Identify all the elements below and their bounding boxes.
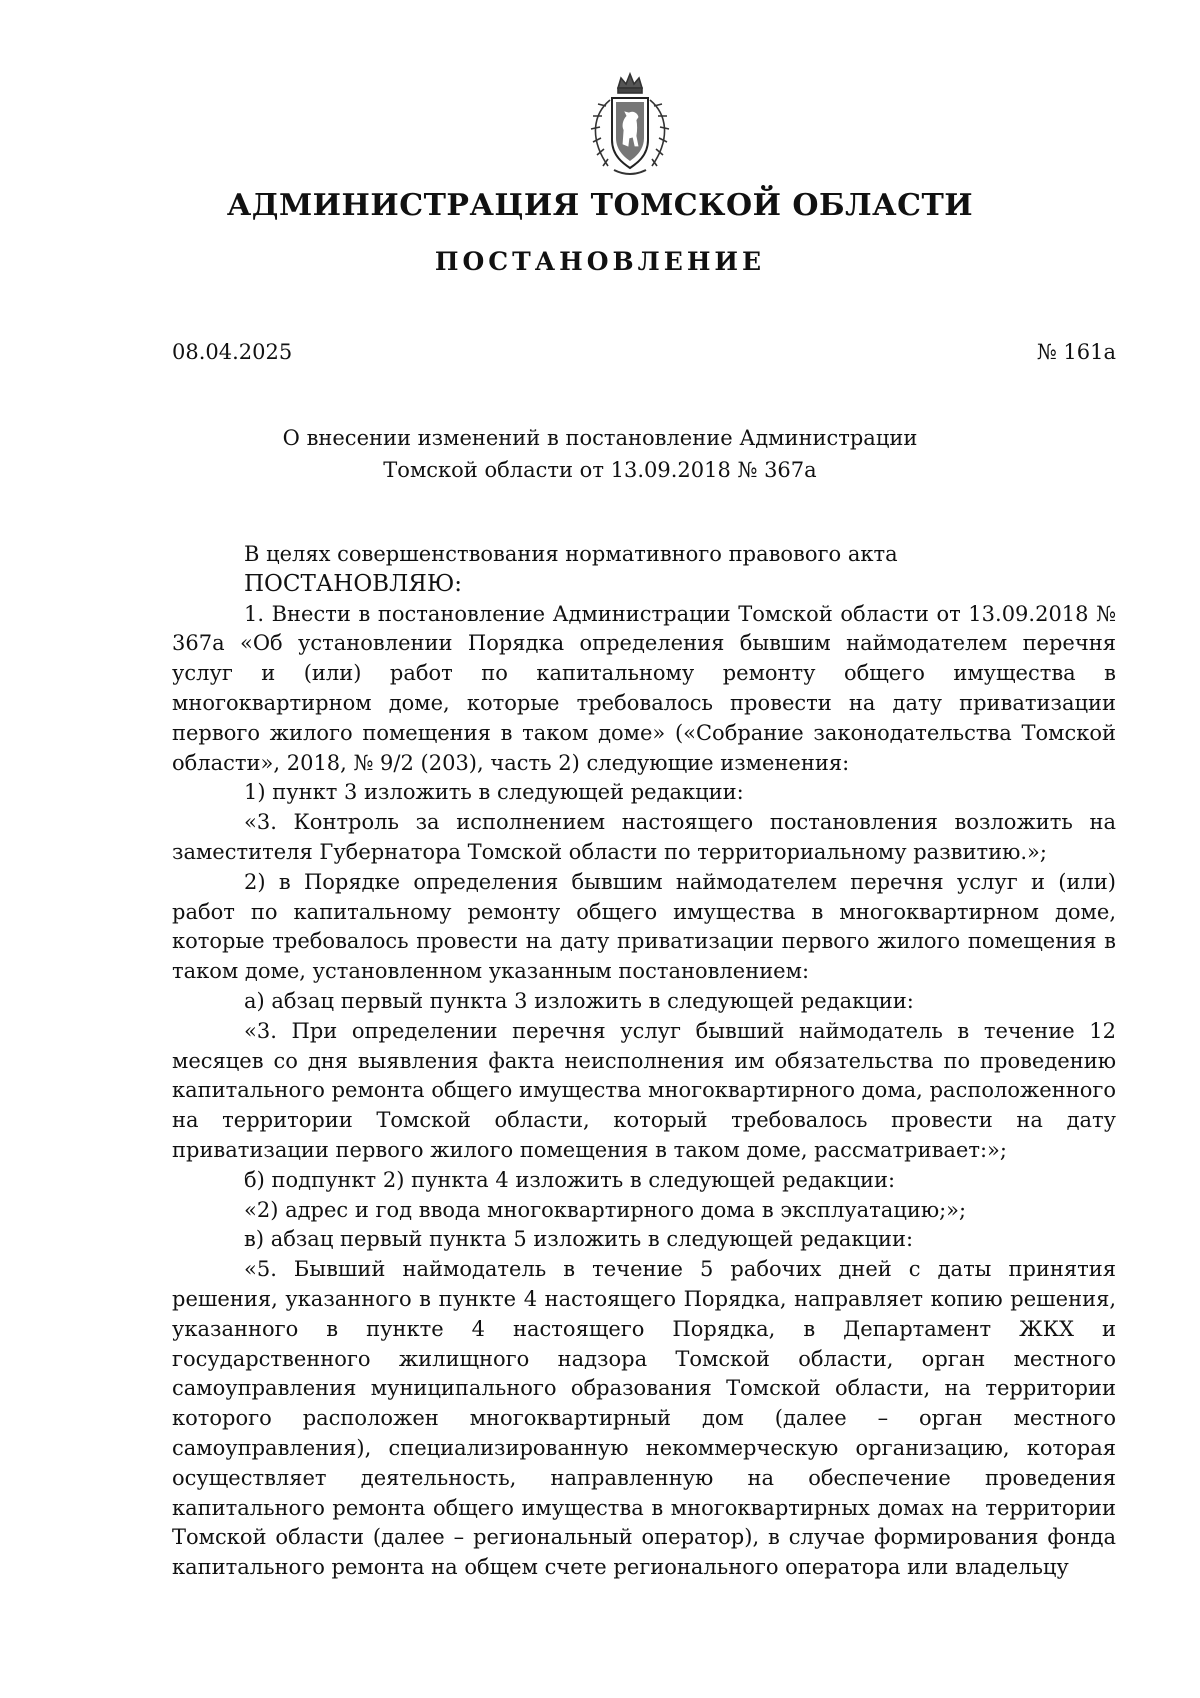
document-number: № 161а [1036,340,1116,364]
subclause-2b: б) подпункт 2) пункта 4 изложить в следующей редакции: [244,1167,896,1192]
subclause-1: 1) пункт 3 изложить в следующей редакции: [244,780,744,805]
coat-of-arms-emblem [580,70,680,180]
document-date: 08.04.2025 [172,340,293,364]
document-type: ПОСТАНОВЛЕНИЕ [434,247,766,276]
preamble: В целях совершенствования нормативного правового акта [244,542,898,566]
quote-subpoint-2: «2) адрес и год ввода многоквартирного дома в эксплуатацию;»; [244,1197,967,1222]
subclause-2v: в) абзац первый пункта 5 изложить в следующей редакции: [244,1227,914,1252]
decree-word: ПОСТАНОВЛЯЮ: [244,570,463,597]
quote-point-3-new: «3. При определении перечня услуг бывший наймодатель в течение 12 месяцев со дня выявления факта неисполнения им обязательства по проведению капитального ремонта общего имущества многоквартирного дома, расположенного на территории Томской области, который требовалось провести на дату приватизации первого жилого помещения в таком доме, рассматривает:»; [172,1018,1116,1162]
document-title [0,422,1200,486]
document-title-line-2: Томской области от 13.09.2018 № 367а [383,458,817,482]
quote-point-3: «3. Контроль за исполнением настоящего постановления возложить на заместителя Губернатора Томской области по территориальному развитию.»; [172,810,1116,864]
document-body [172,540,1116,1583]
subclause-2: 2) в Порядке определения бывшим наймодателем перечня услуг и (или) работ по капитальному ремонту общего имущества в многоквартирном доме, которые требовалось провести на дату приватизации первого жилого помещения в таком доме, установленном указанным постановлением: [172,869,1116,984]
quote-point-5: «5. Бывший наймодатель в течение 5 рабочих дней с даты принятия решения, указанного в пункте 4 настоящего Порядка, направляет копию решения, указанного в пункте 4 настоящего Порядка, в Департамент ЖКХ и государственного жилищного надзора Томской области, орган местного самоуправления муниципального образования Томской области, на территории которого расположен многоквартирный дом (далее – орган местного самоуправления), специализированную некоммерческую организацию, которая осуществляет деятельность, направленную на обеспечение проведения капитального ремонта общего имущества в многоквартирных домах на территории Томской области (далее – региональный оператор), в случае формирования фонда капитального ремонта на общем счете регионального оператора или владельцу [172,1257,1116,1580]
organization-name: АДМИНИСТРАЦИЯ ТОМСКОЙ ОБЛАСТИ [226,188,974,223]
clause-1: 1. Внести в постановление Администрации Томской области от 13.09.2018 № 367а «Об установлении Порядка определения бывшим наймодателем перечня услуг и (или) работ по капитальному ремонту общего имущества в многоквартирном доме, которые требовалось провести на дату приватизации первого жилого помещения в таком доме» («Собрание законодательства Томской области», 2018, № 9/2 (203), часть 2) следующие изменения: [172,601,1116,775]
subclause-2a: а) абзац первый пункта 3 изложить в следующей редакции: [244,988,914,1013]
document-title-line-1: О внесении изменений в постановление Администрации [282,426,918,450]
